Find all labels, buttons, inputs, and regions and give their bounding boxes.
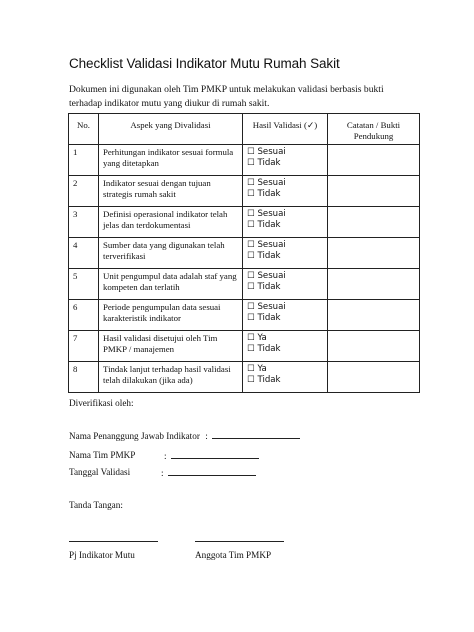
row-catatan[interactable] bbox=[328, 238, 420, 269]
checkbox-icon: ☐ bbox=[247, 219, 255, 230]
row-hasil bbox=[243, 238, 328, 269]
row-catatan[interactable] bbox=[328, 269, 420, 300]
checkbox-icon: ☐ bbox=[247, 312, 255, 323]
row-hasil bbox=[243, 331, 328, 362]
date-field[interactable] bbox=[168, 467, 256, 476]
validation-checklist-table bbox=[68, 113, 420, 393]
row-catatan[interactable] bbox=[328, 300, 420, 331]
date-row bbox=[161, 467, 256, 478]
row-catatan[interactable] bbox=[328, 362, 420, 393]
option-2-checkbox[interactable] bbox=[247, 189, 323, 200]
checkbox-icon: ☐ bbox=[247, 209, 255, 219]
table-row bbox=[69, 362, 420, 393]
option-1-label: Ya bbox=[257, 364, 267, 374]
document-intro: Dokumen ini digunakan oleh Tim PMKP untuk melakukan validasi berbasis bukti terhadap indikator mutu yang diukur di rumah sakit. bbox=[69, 84, 384, 109]
checkbox-icon: ☐ bbox=[247, 178, 255, 188]
option-2-checkbox[interactable] bbox=[247, 282, 323, 293]
row-catatan[interactable] bbox=[328, 331, 420, 362]
checkbox-icon: ☐ bbox=[247, 374, 255, 385]
row-aspek: Sumber data yang digunakan telah terverifikasi bbox=[99, 238, 243, 269]
option-1-checkbox[interactable] bbox=[247, 240, 323, 251]
date-label: Tanggal Validasi bbox=[69, 467, 131, 477]
header-catatan: Catatan / Bukti Pendukung bbox=[328, 114, 420, 145]
table-row bbox=[69, 300, 420, 331]
option-1-label: Sesuai bbox=[257, 240, 286, 250]
checkbox-icon: ☐ bbox=[247, 343, 255, 354]
row-aspek: Tindak lanjut terhadap hasil validasi telah dilakukan (jika ada) bbox=[99, 362, 243, 393]
signature-label: Tanda Tangan: bbox=[69, 500, 123, 510]
option-2-checkbox[interactable] bbox=[247, 158, 323, 169]
row-hasil bbox=[243, 145, 328, 176]
table-body bbox=[69, 145, 420, 393]
table-row bbox=[69, 238, 420, 269]
row-aspek: Hasil validasi disetujui oleh Tim PMKP / manajemen bbox=[99, 331, 243, 362]
header-aspek: Aspek yang Divalidasi bbox=[99, 114, 243, 145]
option-2-checkbox[interactable] bbox=[247, 251, 323, 262]
option-1-checkbox[interactable] bbox=[247, 271, 323, 282]
option-1-checkbox[interactable] bbox=[247, 147, 323, 158]
option-2-label: Tidak bbox=[257, 312, 281, 323]
row-number: 2 bbox=[69, 176, 99, 207]
sign-right-label: Anggota Tim PMKP bbox=[195, 550, 272, 560]
row-number: 1 bbox=[69, 145, 99, 176]
row-hasil bbox=[243, 176, 328, 207]
option-1-label: Sesuai bbox=[257, 271, 286, 281]
option-2-checkbox[interactable] bbox=[247, 375, 323, 386]
option-1-label: Sesuai bbox=[257, 147, 286, 157]
option-1-checkbox[interactable] bbox=[247, 333, 323, 344]
checkbox-icon: ☐ bbox=[247, 147, 255, 157]
document-title: Checklist Validasi Indikator Mutu Rumah Sakit bbox=[69, 56, 340, 71]
option-1-checkbox[interactable] bbox=[247, 364, 323, 375]
pj-name-field[interactable] bbox=[212, 430, 300, 439]
option-2-checkbox[interactable] bbox=[247, 344, 323, 355]
checkbox-icon: ☐ bbox=[247, 364, 255, 374]
option-2-label: Tidak bbox=[257, 157, 281, 168]
tim-name-field[interactable] bbox=[171, 450, 259, 459]
option-2-label: Tidak bbox=[257, 219, 281, 230]
option-2-label: Tidak bbox=[257, 374, 281, 385]
table-row bbox=[69, 207, 420, 238]
table-header-row bbox=[69, 114, 420, 145]
tim-name-colon: : bbox=[164, 451, 167, 461]
option-2-label: Tidak bbox=[257, 281, 281, 292]
table-row bbox=[69, 331, 420, 362]
option-2-checkbox[interactable] bbox=[247, 313, 323, 324]
row-aspek: Periode pengumpulan data sesuai karakteristik indikator bbox=[99, 300, 243, 331]
pj-name-row bbox=[69, 430, 300, 441]
option-1-label: Ya bbox=[257, 333, 267, 343]
option-1-checkbox[interactable] bbox=[247, 302, 323, 313]
table-row bbox=[69, 176, 420, 207]
header-no: No. bbox=[69, 114, 99, 145]
sign-left-label: Pj Indikator Mutu bbox=[69, 550, 135, 560]
row-catatan[interactable] bbox=[328, 176, 420, 207]
row-number: 7 bbox=[69, 331, 99, 362]
row-hasil bbox=[243, 207, 328, 238]
option-1-checkbox[interactable] bbox=[247, 209, 323, 220]
option-1-checkbox[interactable] bbox=[247, 178, 323, 189]
pj-name-label: Nama Penanggung Jawab Indikator bbox=[69, 431, 200, 441]
row-aspek: Indikator sesuai dengan tujuan strategis rumah sakit bbox=[99, 176, 243, 207]
row-number: 5 bbox=[69, 269, 99, 300]
checkbox-icon: ☐ bbox=[247, 281, 255, 292]
checkbox-icon: ☐ bbox=[247, 240, 255, 250]
row-number: 8 bbox=[69, 362, 99, 393]
option-1-label: Sesuai bbox=[257, 209, 286, 219]
signature-line-right[interactable] bbox=[195, 541, 284, 542]
verified-by-label: Diverifikasi oleh: bbox=[69, 398, 134, 408]
option-1-label: Sesuai bbox=[257, 178, 286, 188]
checkbox-icon: ☐ bbox=[247, 188, 255, 199]
checkbox-icon: ☐ bbox=[247, 302, 255, 312]
row-hasil bbox=[243, 300, 328, 331]
row-hasil bbox=[243, 362, 328, 393]
date-colon: : bbox=[161, 468, 164, 478]
row-catatan[interactable] bbox=[328, 207, 420, 238]
row-hasil bbox=[243, 269, 328, 300]
tim-name-label: Nama Tim PMKP bbox=[69, 450, 136, 460]
row-aspek: Unit pengumpul data adalah staf yang kompeten dan terlatih bbox=[99, 269, 243, 300]
header-hasil: Hasil Validasi (✓) bbox=[243, 114, 328, 145]
row-number: 6 bbox=[69, 300, 99, 331]
option-1-label: Sesuai bbox=[257, 302, 286, 312]
checkbox-icon: ☐ bbox=[247, 333, 255, 343]
row-aspek: Perhitungan indikator sesuai formula yang ditetapkan bbox=[99, 145, 243, 176]
row-aspek: Definisi operasional indikator telah jelas dan terdokumentasi bbox=[99, 207, 243, 238]
table-row bbox=[69, 269, 420, 300]
row-number: 4 bbox=[69, 238, 99, 269]
option-2-label: Tidak bbox=[257, 188, 281, 199]
checkbox-icon: ☐ bbox=[247, 250, 255, 261]
option-2-label: Tidak bbox=[257, 343, 281, 354]
checkbox-icon: ☐ bbox=[247, 271, 255, 281]
pj-name-colon: : bbox=[205, 431, 208, 441]
tim-name-row bbox=[164, 450, 259, 461]
option-2-label: Tidak bbox=[257, 250, 281, 261]
option-2-checkbox[interactable] bbox=[247, 220, 323, 231]
table-row bbox=[69, 145, 420, 176]
row-number: 3 bbox=[69, 207, 99, 238]
signature-line-left[interactable] bbox=[69, 541, 158, 542]
row-catatan[interactable] bbox=[328, 145, 420, 176]
checkbox-icon: ☐ bbox=[247, 157, 255, 168]
